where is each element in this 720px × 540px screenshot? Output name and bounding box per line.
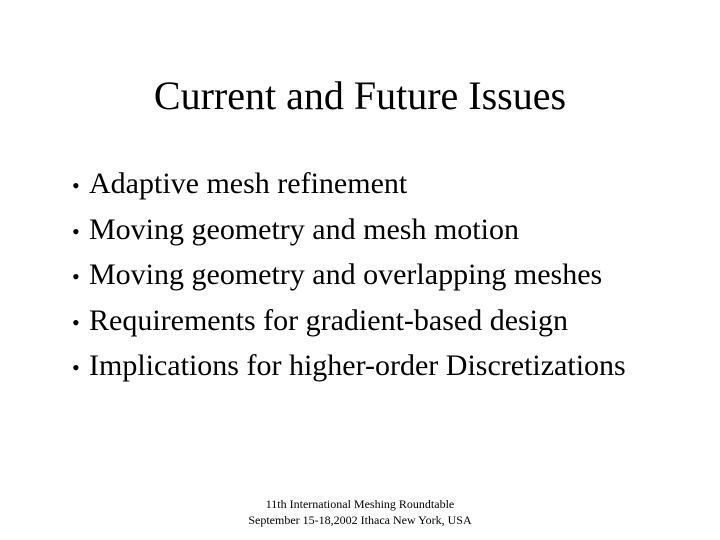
footer-date-location: September 15-18,2002 Ithaca New York, USA <box>248 513 472 527</box>
bullet-item <box>72 298 626 344</box>
bullet-icon: • <box>72 309 80 335</box>
bullet-icon: • <box>72 355 80 380</box>
footer-conference: 11th International Meshing Roundtable <box>265 497 455 511</box>
slide-title: Current and Future Issues <box>153 73 567 118</box>
bullet-text: Moving geometry and overlapping meshes <box>89 258 603 291</box>
bullet-icon: • <box>72 173 80 198</box>
bullet-item <box>72 161 626 207</box>
slide-footer <box>0 496 720 528</box>
bullet-icon: • <box>72 264 80 289</box>
bullet-list <box>72 161 626 389</box>
bullet-icon: • <box>72 218 80 244</box>
bullet-item <box>72 252 626 298</box>
bullet-item <box>72 207 626 253</box>
bullet-text: Moving geometry and mesh motion <box>89 212 519 246</box>
bullet-item <box>72 343 626 389</box>
bullet-text: Requirements for gradient-based design <box>89 303 569 337</box>
bullet-text: Implications for higher-order Discretizations <box>89 349 626 382</box>
bullet-text: Adaptive mesh refinement <box>89 167 408 200</box>
